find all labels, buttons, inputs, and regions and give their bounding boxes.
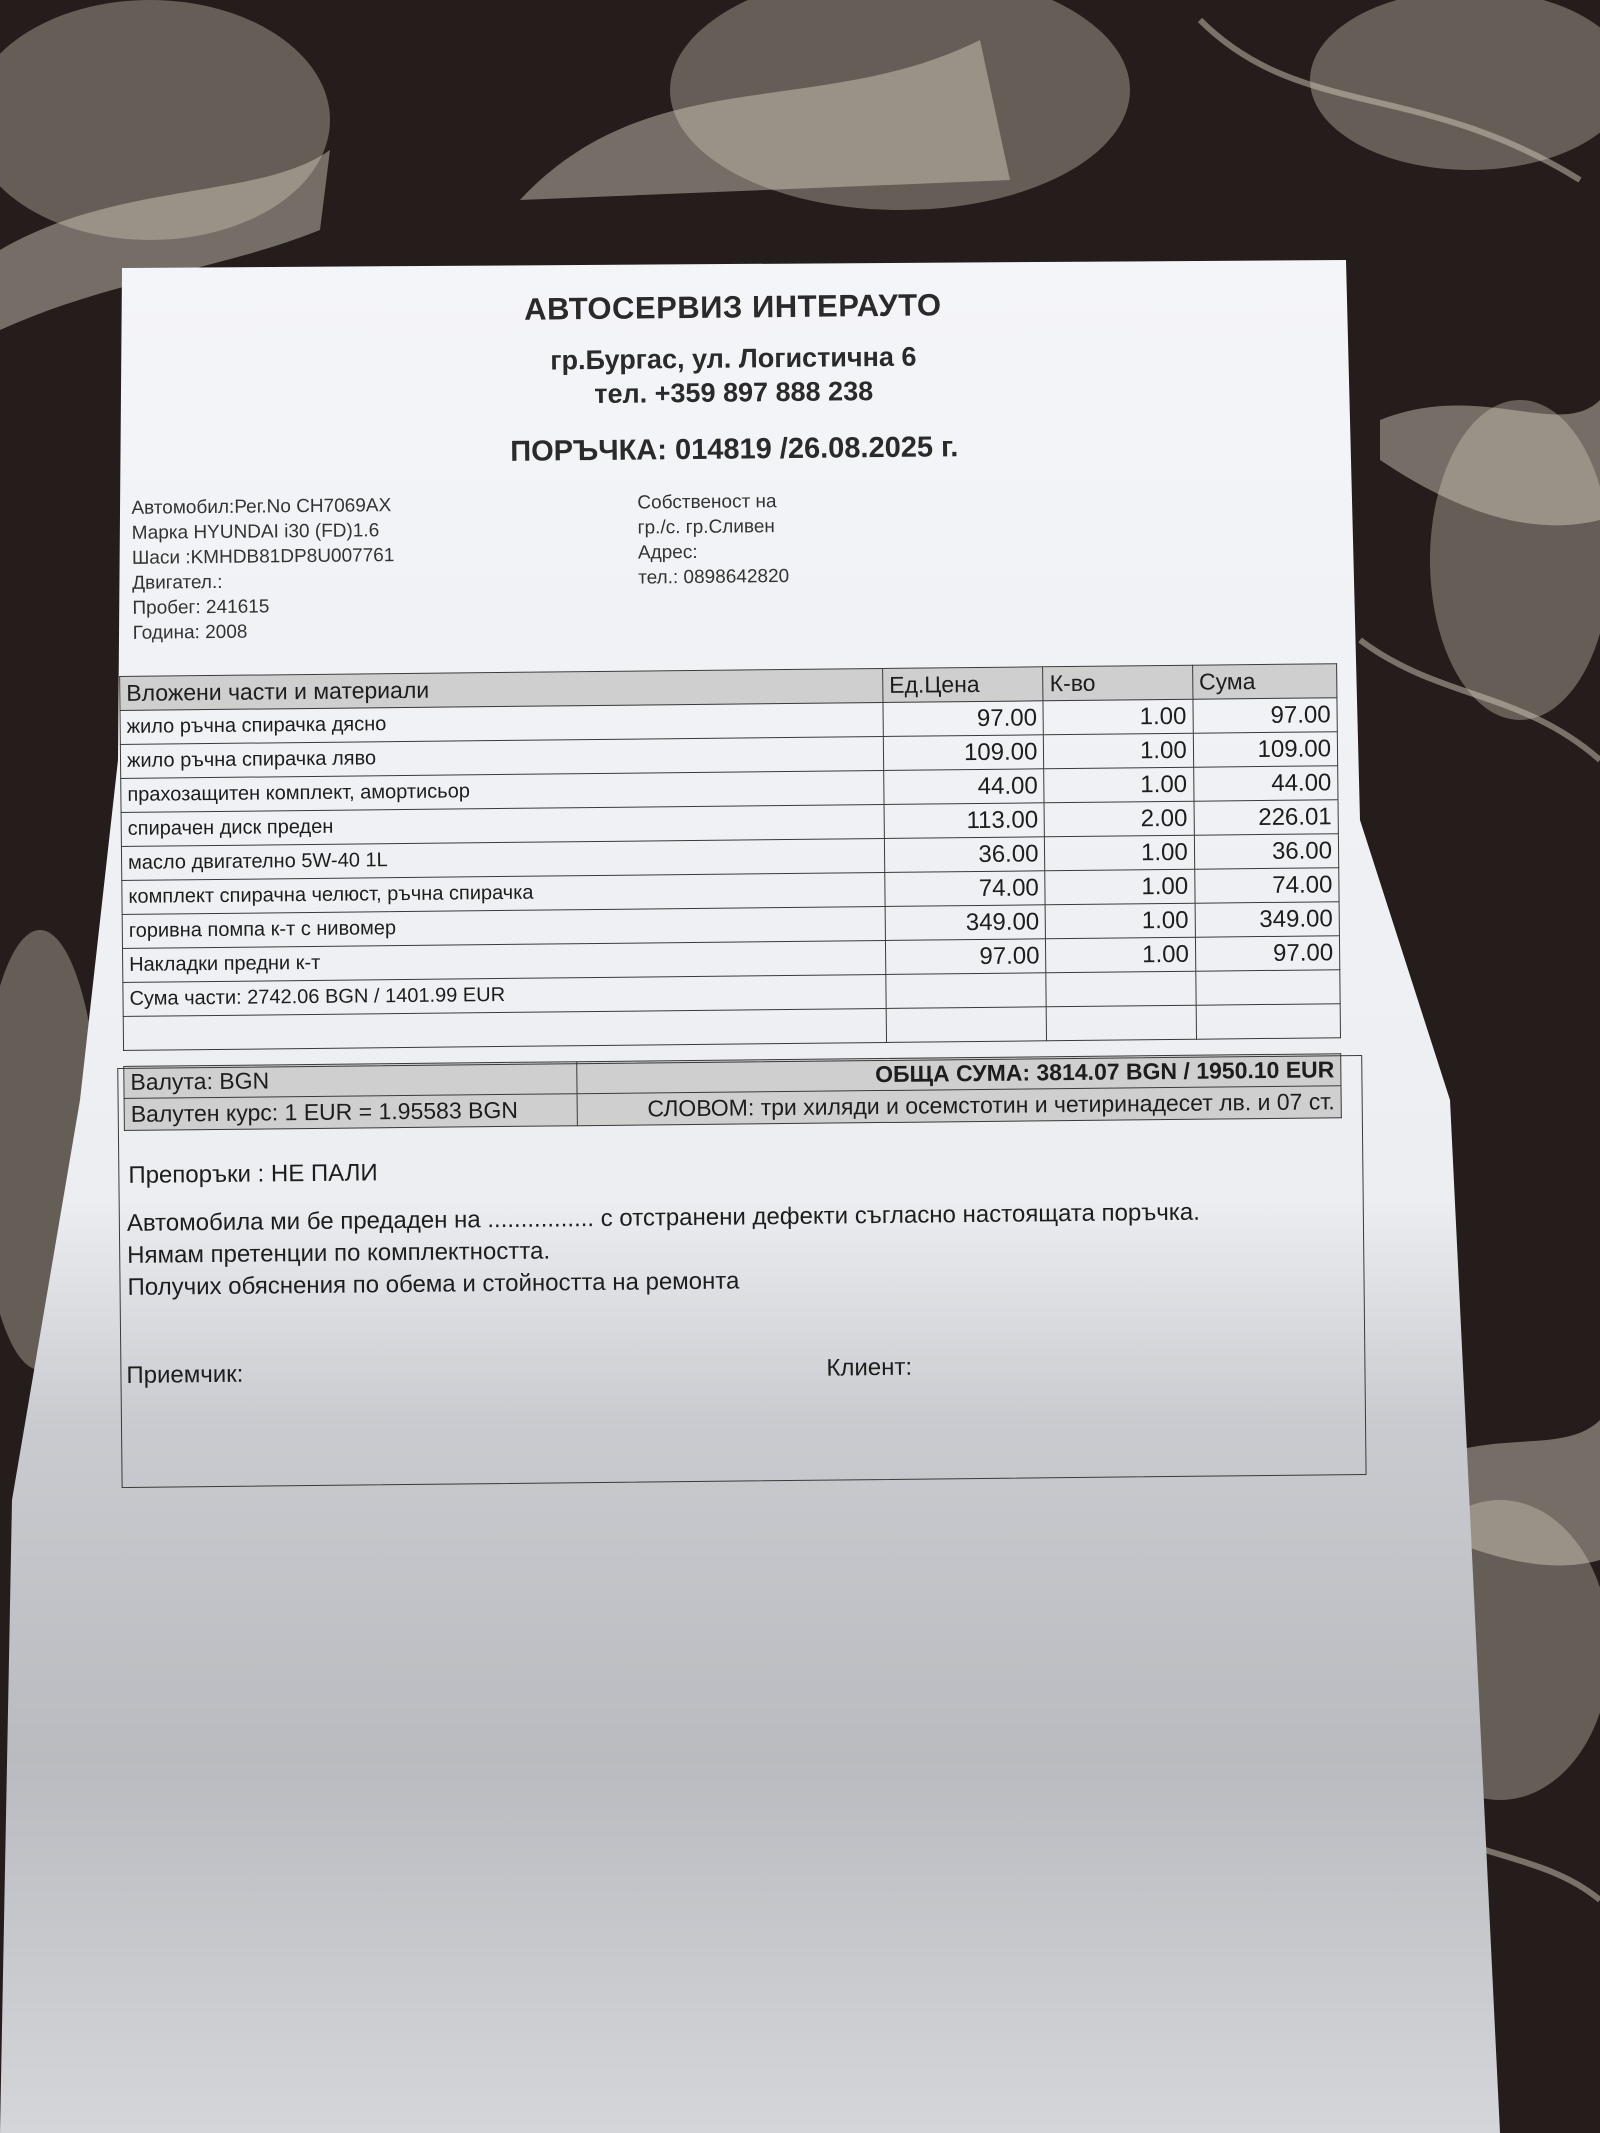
currency: Валута: BGN <box>124 1062 577 1099</box>
owner-address: Адрес: <box>637 541 698 564</box>
empty-cell <box>886 1007 1047 1043</box>
empty-cell <box>1046 971 1196 1007</box>
vehicle-year: Година: 2008 <box>132 621 248 644</box>
header-sum: Сума <box>1192 664 1337 700</box>
part-name: масло двигателно 5W-40 1L <box>121 838 884 880</box>
quantity: 2.00 <box>1044 801 1194 837</box>
company-name: АВТОСЕРВИЗ ИНТЕРАУТО <box>523 287 942 327</box>
declaration-line-1: Автомобила ми бе предаден на ................ с отстранени дефекти съгласно настоящата поръчка. <box>126 1198 1200 1237</box>
total-in-words: СЛОВОМ: три хиляди и осемстотин и четиринадесет лв. и 07 ст. <box>577 1086 1341 1126</box>
unit-price: 44.00 <box>884 769 1045 805</box>
client-signature-label: Клиент: <box>826 1353 913 1382</box>
declaration-line-2: Нямам претенции по комплектността. <box>127 1237 551 1269</box>
vehicle-make: Марка HYUNDAI i30 (FD)1.6 <box>131 520 380 544</box>
empty-cell <box>123 1008 886 1050</box>
line-sum: 97.00 <box>1195 936 1340 972</box>
empty-cell <box>1196 1004 1341 1040</box>
unit-price: 349.00 <box>885 905 1046 941</box>
work-order-form <box>115 267 1363 1520</box>
header-quantity: К-во <box>1043 665 1193 701</box>
parts-sum: Сума части: 2742.06 BGN / 1401.99 EUR <box>123 974 886 1016</box>
empty-cell <box>1196 970 1341 1006</box>
line-sum: 97.00 <box>1193 698 1338 734</box>
part-name: прахозащитен комплект, амортисьор <box>121 770 884 812</box>
owner-phone: тел.: 0898642820 <box>638 565 790 589</box>
company-address: гр.Бургас, ул. Логистична 6 <box>550 341 917 376</box>
vehicle-info <box>131 493 395 646</box>
line-sum: 44.00 <box>1193 766 1338 802</box>
line-sum: 349.00 <box>1195 902 1340 938</box>
unit-price: 74.00 <box>885 871 1046 907</box>
vehicle-reg: Автомобил:Рег.No CH7069AX <box>131 495 392 519</box>
parts-table <box>119 663 1341 1051</box>
quantity: 1.00 <box>1046 937 1196 973</box>
part-name: спирачен диск преден <box>121 804 884 846</box>
part-name: жило ръчна спирачка дясно <box>120 702 883 744</box>
quantity: 1.00 <box>1045 835 1195 871</box>
exchange-rate: Валутен курс: 1 EUR = 1.95583 BGN <box>124 1094 577 1131</box>
line-sum: 226.01 <box>1194 800 1339 836</box>
quantity: 1.00 <box>1043 699 1193 735</box>
declaration-line-3: Получих обяснения по обема и стойността на ремонта <box>127 1267 740 1301</box>
vehicle-vin: Шаси :KMHDB81DP8U007761 <box>131 545 395 569</box>
empty-cell <box>1047 1005 1197 1041</box>
owner-info <box>637 489 789 591</box>
part-name: комплект спирачна челюст, ръчна спирачка <box>122 872 885 914</box>
order-number: ПОРЪЧКА: 014819 /26.08.2025 г. <box>510 431 959 468</box>
vehicle-engine: Двигател.: <box>132 571 223 594</box>
unit-price: 113.00 <box>884 803 1045 839</box>
vehicle-mileage: Пробег: 241615 <box>132 596 270 619</box>
quantity: 1.00 <box>1044 767 1194 803</box>
unit-price: 97.00 <box>885 939 1046 975</box>
owner-label: Собственост на <box>637 491 777 514</box>
unit-price: 109.00 <box>883 735 1044 771</box>
owner-city: гр./с. гр.Сливен <box>637 516 775 539</box>
unit-price: 97.00 <box>883 701 1044 737</box>
part-name: Накладки предни к-т <box>123 940 886 982</box>
quantity: 1.00 <box>1045 903 1195 939</box>
unit-price: 36.00 <box>884 837 1045 873</box>
header-unit-price: Ед.Цена <box>883 667 1044 703</box>
header-parts: Вложени части и материали <box>120 668 883 710</box>
recommendation: Препоръки : НЕ ПАЛИ <box>128 1159 378 1189</box>
line-sum: 36.00 <box>1194 834 1339 870</box>
receiver-signature-label: Приемчик: <box>126 1360 244 1389</box>
part-name: жило ръчна спирачка ляво <box>120 736 883 778</box>
part-name: горивна помпа к-т с нивомер <box>122 906 885 948</box>
totals-table <box>123 1053 1342 1131</box>
company-phone: тел. +359 897 888 238 <box>594 376 874 409</box>
quantity: 1.00 <box>1044 733 1194 769</box>
quantity: 1.00 <box>1045 869 1195 905</box>
line-sum: 74.00 <box>1194 868 1339 904</box>
notes-section <box>124 1147 1342 1389</box>
line-sum: 109.00 <box>1193 732 1338 768</box>
grand-total: ОБЩА СУМА: 3814.07 BGN / 1950.10 EUR <box>577 1054 1341 1094</box>
empty-cell <box>886 973 1047 1009</box>
declaration <box>127 1196 1308 1304</box>
